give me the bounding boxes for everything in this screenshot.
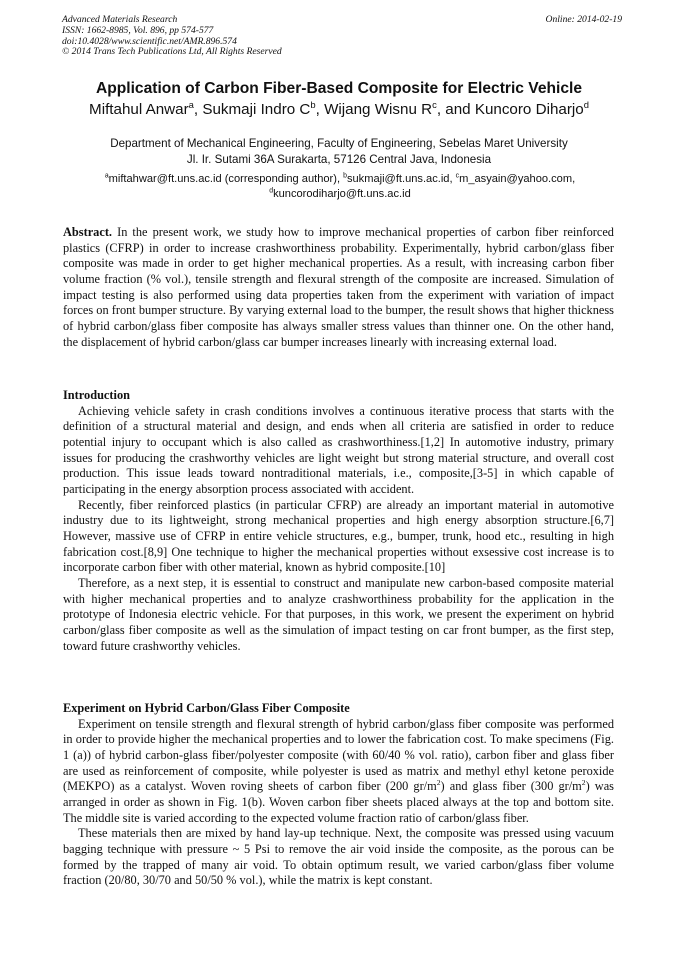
author-list [0, 98, 678, 118]
author-name: Sukmaji Indro C [202, 101, 311, 118]
author-name: Kuncoro Diharjo [474, 101, 584, 118]
journal-name: Advanced Materials Research [62, 14, 178, 25]
introduction-paragraph: Recently, fiber reinforced plastics (in particular CFRP) are already an important material in automotive industry due to its lightweight, strong mechanical properties and high energy absorption structure.[6,7] However, massive use of CFRP in entire vehicle structures, e.g., bumper, trunk, hood etc., resulting in high fabrication cost.[8,9] One technique to higher the mechanical properties without exsessive cost increase is to incorporate carbon fiber with other material, known as hybrid composite.[10] [63, 497, 614, 575]
email-superscript: d [269, 187, 274, 195]
author-name: Wijang Wisnu R [324, 101, 433, 118]
unit-superscript: 2 [581, 778, 586, 788]
introduction-paragraph: Therefore, as a next step, it is essential to construct and manipulate new carbon-based composite material with higher mechanical properties and to analyze crashworthiness probability for the application in the prototype of Indonesia electric vehicle. For that purposes, in this work, we present the experiment on hybrid carbon/glass fiber composite as well as the simulation of impact testing on car front bumper, as the first step, toward future crashworthy vehicles. [63, 575, 614, 653]
author-name: Miftahul Anwar [89, 101, 189, 118]
email-b: sukmaji@ft.uns.ac.id, [346, 173, 456, 185]
affiliation-address: Jl. Ir. Sutami 36A Surakarta, 57126 Central Java, Indonesia [186, 152, 492, 166]
issn-line: ISSN: 1662-8985, Vol. 896, pp 574-577 [62, 24, 214, 36]
author-superscript: c [432, 98, 437, 110]
author-superscript: b [310, 98, 316, 110]
affiliation-department: Department of Mechanical Engineering, Faculty of Engineering, Sebelas Maret University [110, 137, 568, 150]
abstract-section [63, 225, 614, 350]
introduction-paragraph: Achieving vehicle safety in crash conditions involves a continuous iterative process that starts with the definition of a structural material and design, and ends when all criteria are satisfied in order to reduce potential injury to occupant which is also called as crashworthiness.[1,2] In automotive industry, primary issues for producing the crashworthy vehicles are light weight but strong material structure, and overall cost production. This issue leads toward nontraditional materials, i.e., composite,[3-5] in which capable of participating in the energy absorption process associated with accident. [63, 403, 614, 496]
unit-superscript: 2 [436, 778, 441, 788]
experiment-paragraph [63, 717, 614, 827]
doi-line: doi:10.4028/www.scientific.net/AMR.896.574 [62, 35, 237, 47]
author-superscript: d [583, 98, 589, 110]
author-superscript: a [188, 98, 194, 110]
author-separator: , [315, 101, 325, 118]
author-separator: , and [436, 101, 475, 118]
introduction-heading: Introduction [63, 388, 130, 402]
email-superscript: b [343, 172, 347, 180]
author-emails [60, 172, 620, 202]
experiment-heading: Experiment on Hybrid Carbon/Glass Fiber Composite [63, 701, 350, 715]
abstract-label: Abstract. [63, 225, 113, 239]
experiment-text: Experiment on tensile strength and flexural strength of hybrid carbon/glass fiber composite was performed in order to provide higher the mechanical properties and to lower the fabrication cost. To make specimens (Fig. 1 (a)) of hybrid carbon-glass fiber/polyester composite (with 60/40 % vol. ratio), carbon fiber and glass fiber are used as reinforcement of composite, while polyester is used as matrix and methyl ethyl ketone peroxide (MEKPO) as a catalyst. Woven roving sheets of carbon fiber (200 gr/m [63, 716, 614, 794]
email-c: m_asyain@yahoo.com, [459, 173, 576, 185]
email-a: miftahwar@ft.uns.ac.id (corresponding author), [108, 173, 344, 185]
email-superscript: c [455, 172, 460, 180]
author-separator: , [193, 101, 203, 118]
affiliation [0, 136, 678, 167]
experiment-text: ) and glass fiber (300 gr/m [440, 779, 582, 794]
introduction-section [63, 388, 614, 654]
online-date: Online: 2014-02-19 [545, 14, 622, 25]
experiment-paragraph: These materials then are mixed by hand lay-up technique. Next, the composite was pressed using vacuum bagging technique with pressure ~ 5 Psi to remove the air void inside the composite, as the porous can be formed by the trapped of many air void. To obtain optimum result, we varied carbon/glass fiber volume fraction (20/80, 30/70 and 50/50 % vol.), while the matrix is kept constant. [63, 826, 614, 888]
email-superscript: a [104, 172, 109, 180]
paper-title: Application of Carbon Fiber-Based Composite for Electric Vehicle [95, 80, 583, 97]
experiment-section [63, 701, 614, 889]
email-d: kuncorodiharjo@ft.uns.ac.id [273, 188, 411, 201]
abstract-text: In the present work, we study how to improve mechanical properties of carbon fiber reinforced plastics (CFRP) in order to increase crashworthiness probability. Experimentally, hybrid carbon/glass fiber composite was made in order to get higher mechanical properties. As a result, with increasing carbon fiber volume fraction (% vol.), tensile strength and flexural strength of the composite are increased. Simulation of impact testing is also performed using data properties taken from the experiment with variation of impact forces on front bumper structure. By varying external load to the bumper, the result shows that higher thickness of hybrid carbon/glass fiber composite has always smaller stress values than thinner one. On the other hand, the displacement of hybrid carbon/glass car bumper increases linearly with increasing external load. [63, 225, 614, 349]
experiment-text: ) was arranged in order as shown in Fig. 1(b). Woven carbon fiber sheets placed always at the top and bottom site. The middle site is varied according to the expected volume fraction ratio of carbon/glass fiber. [63, 779, 614, 825]
journal-header [62, 15, 622, 58]
copyright-line: © 2014 Trans Tech Publications Ltd, All Rights Reserved [62, 46, 282, 58]
